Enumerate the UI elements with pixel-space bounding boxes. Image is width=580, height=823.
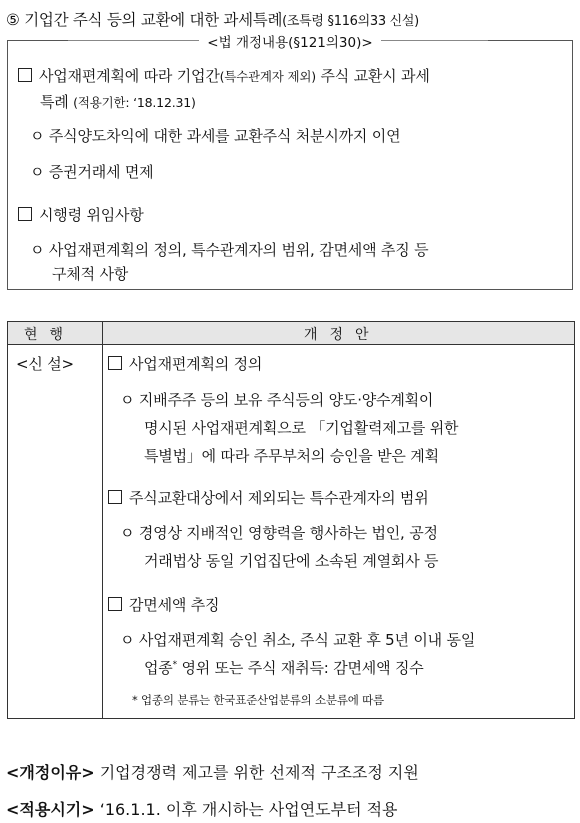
footnote: * 업종의 분류는 한국표준산업분류의 소분류에 따름 — [132, 693, 384, 707]
proposal-item-2-line-2: 거래법상 동일 기업집단에 소속된 계열회사 등 — [144, 552, 439, 570]
proposal-item-1-line-3: 특별법」에 따라 주무부처의 승인을 받은 계획 — [144, 447, 439, 465]
header-proposal: 개정안 — [304, 327, 381, 343]
current-new: <신 설> — [16, 355, 74, 373]
proposal-item-2: 주식교환대상에서 제외되는 특수관계자의 범위 — [108, 487, 429, 508]
law-item-1: 사업재편계획에 따라 기업간(특수관계자 제외) 주식 교환시 과세 — [18, 65, 430, 86]
proposal-item-1-line-1: ㅇ 지배주주 등의 보유 주식등의 양도·양수계획이 — [120, 391, 434, 409]
proposal-item-1: 사업재편계획의 정의 — [108, 353, 262, 374]
table-header-row — [8, 322, 574, 345]
proposal-item-1-line-2: 명시된 사업재편계획으로 「기업활력제고를 위한 — [144, 419, 459, 437]
law-sub-3-cont: 구체적 사항 — [52, 265, 129, 283]
amendment-reason — [6, 760, 419, 783]
comparison-table — [7, 321, 575, 719]
header-current: 현행 — [24, 327, 76, 343]
checkbox-icon — [18, 207, 32, 221]
law-sub-2: ㅇ 증권거래세 면제 — [30, 163, 154, 181]
apply-text: ‘16.1.1. 이후 개시하는 사업연도부터 적용 — [94, 800, 398, 819]
application-date — [6, 797, 398, 820]
reason-label: <개정이유> — [6, 763, 95, 782]
checkbox-icon — [108, 356, 122, 370]
reason-text: 기업경쟁력 제고를 위한 선제적 구조조정 지원 — [94, 763, 419, 782]
proposal-item-3: 감면세액 추징 — [108, 594, 219, 615]
law-box-heading: <법 개정내용(§121의30)> — [8, 31, 572, 51]
table-column-divider — [102, 322, 103, 718]
proposal-item-2-line-1: ㅇ 경영상 지배적인 영향력을 행사하는 법인, 공정 — [120, 524, 438, 542]
proposal-item-3-line-1: ㅇ 사업재편계획 승인 취소, 주식 교환 후 5년 이내 동일 — [120, 631, 476, 649]
apply-label: <적용시기> — [6, 800, 95, 819]
proposal-item-3-line-2: 업종* 영위 또는 주식 재취득: 감면세액 징수 — [144, 659, 424, 677]
section-title-ref: (조특령 §116의33 신설) — [282, 14, 419, 29]
checkbox-icon — [108, 490, 122, 504]
law-item-1-cont: 특례 (적용기한: ‘18.12.31) — [40, 93, 196, 111]
section-title-main: ⑤ 기업간 주식 등의 교환에 대한 과세특례 — [6, 11, 283, 29]
law-amendment-box — [7, 35, 573, 290]
checkbox-icon — [18, 68, 32, 82]
checkbox-icon — [108, 597, 122, 611]
section-title — [6, 8, 419, 30]
law-item-2: 시행령 위임사항 — [18, 204, 144, 225]
law-sub-3: ㅇ 사업재편계획의 정의, 특수관계자의 범위, 감면세액 추징 등 — [30, 241, 429, 259]
law-sub-1: ㅇ 주식양도차익에 대한 과세를 교환주식 처분시까지 이연 — [30, 127, 401, 145]
